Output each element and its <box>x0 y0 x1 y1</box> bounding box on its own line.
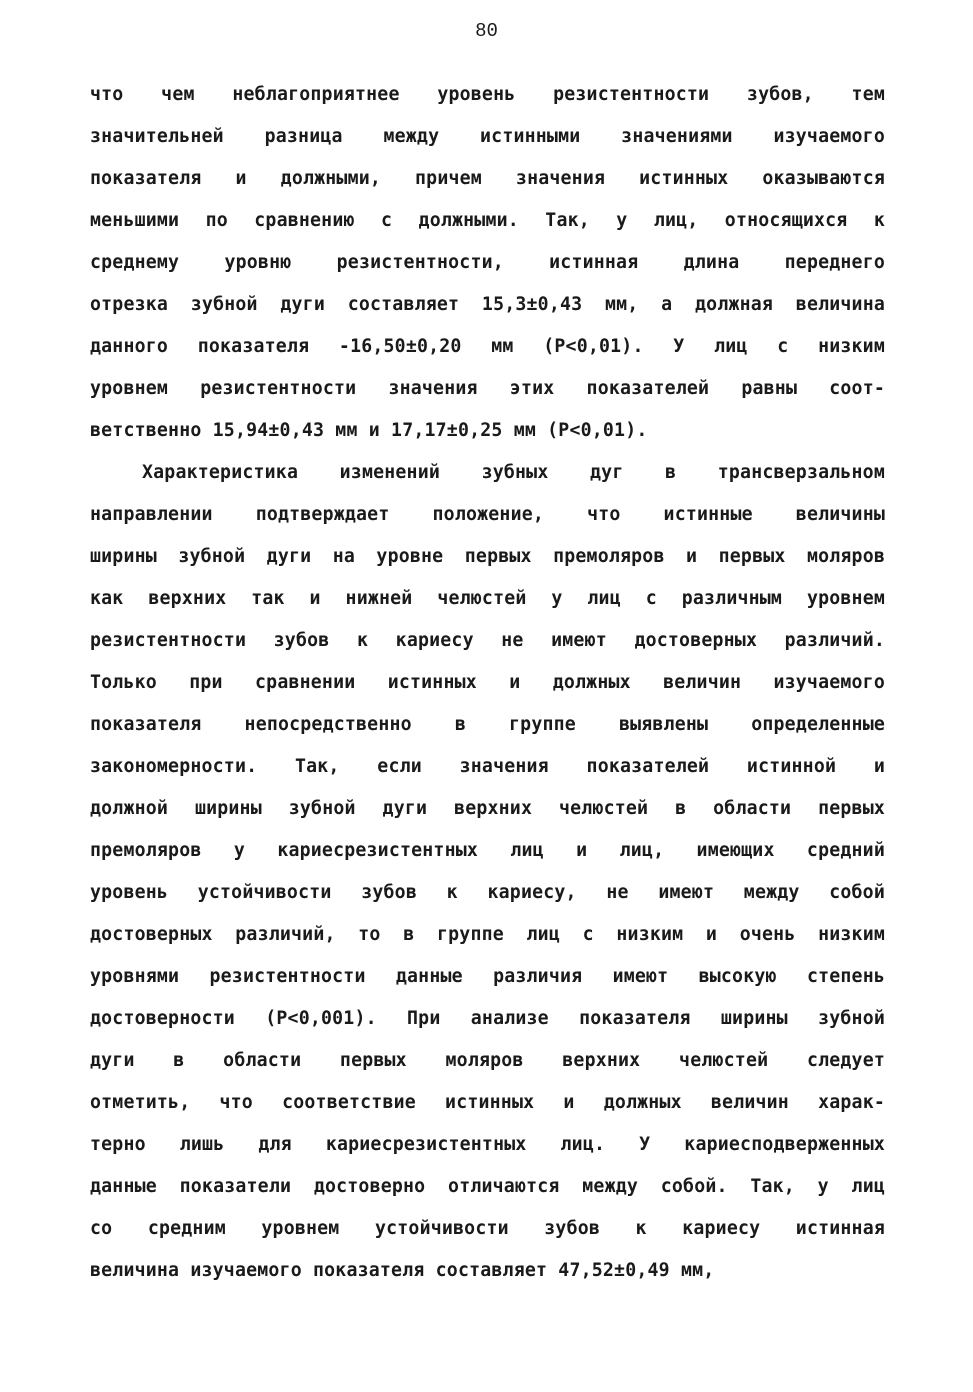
text-line: показателя непосредственно в группе выявлены определенные <box>90 714 885 735</box>
text-line: ширины зубной дуги на уровне первых премоляров и первых моляров <box>90 546 885 567</box>
paragraph <box>90 452 885 1292</box>
text-line: ветственно 15,94±0,43 мм и 17,17±0,25 мм (Р<0,01). <box>90 420 648 441</box>
text-line: отметить, что соответствие истинных и должных величин харак- <box>90 1092 885 1113</box>
paragraph <box>90 74 885 452</box>
text-line: данного показателя -16,50±0,20 мм (Р<0,01). У лиц с низким <box>90 336 885 357</box>
text-line: уровнем резистентности значения этих показателей равны соот- <box>90 378 885 399</box>
text-line: резистентности зубов к кариесу не имеют достоверных различий. <box>90 630 885 651</box>
text-line: значительней разница между истинными значениями изучаемого <box>90 126 885 147</box>
text-line: закономерности. Так, если значения показателей истинной и <box>90 756 885 777</box>
page-number: 80 <box>475 20 498 42</box>
text-line: со средним уровнем устойчивости зубов к кариесу истинная <box>90 1218 885 1239</box>
text-line: направлении подтверждает положение, что истинные величины <box>90 504 885 525</box>
body-text <box>90 74 885 1292</box>
text-line: среднему уровню резистентности, истинная длина переднего <box>90 252 885 273</box>
text-line: как верхних так и нижней челюстей у лиц с различным уровнем <box>90 588 885 609</box>
text-line: показателя и должными, причем значения истинных оказываются <box>90 168 885 189</box>
text-line: достоверных различий, то в группе лиц с низким и очень низким <box>90 924 885 945</box>
text-line: достоверности (Р<0,001). При анализе показателя ширины зубной <box>90 1008 885 1029</box>
text-line: величина изучаемого показателя составляет 47,52±0,49 мм, <box>90 1260 715 1281</box>
text-line: Характеристика изменений зубных дуг в трансверзальном <box>142 462 885 483</box>
text-line: премоляров у кариесрезистентных лиц и лиц, имеющих средний <box>90 840 885 861</box>
text-line: дуги в области первых моляров верхних челюстей следует <box>90 1050 885 1071</box>
text-line: должной ширины зубной дуги верхних челюстей в области первых <box>90 798 885 819</box>
text-line: Только при сравнении истинных и должных величин изучаемого <box>90 672 885 693</box>
text-line: данные показатели достоверно отличаются между собой. Так, у лиц <box>90 1176 885 1197</box>
text-line: что чем неблагоприятнее уровень резистентности зубов, тем <box>90 84 885 105</box>
text-line: уровень устойчивости зубов к кариесу, не имеют между собой <box>90 882 885 903</box>
text-line: уровнями резистентности данные различия имеют высокую степень <box>90 966 885 987</box>
text-line: меньшими по сравнению с должными. Так, у лиц, относящихся к <box>90 210 885 231</box>
text-line: отрезка зубной дуги составляет 15,3±0,43 мм, а должная величина <box>90 294 885 315</box>
text-line: терно лишь для кариесрезистентных лиц. У кариесподверженных <box>90 1134 885 1155</box>
